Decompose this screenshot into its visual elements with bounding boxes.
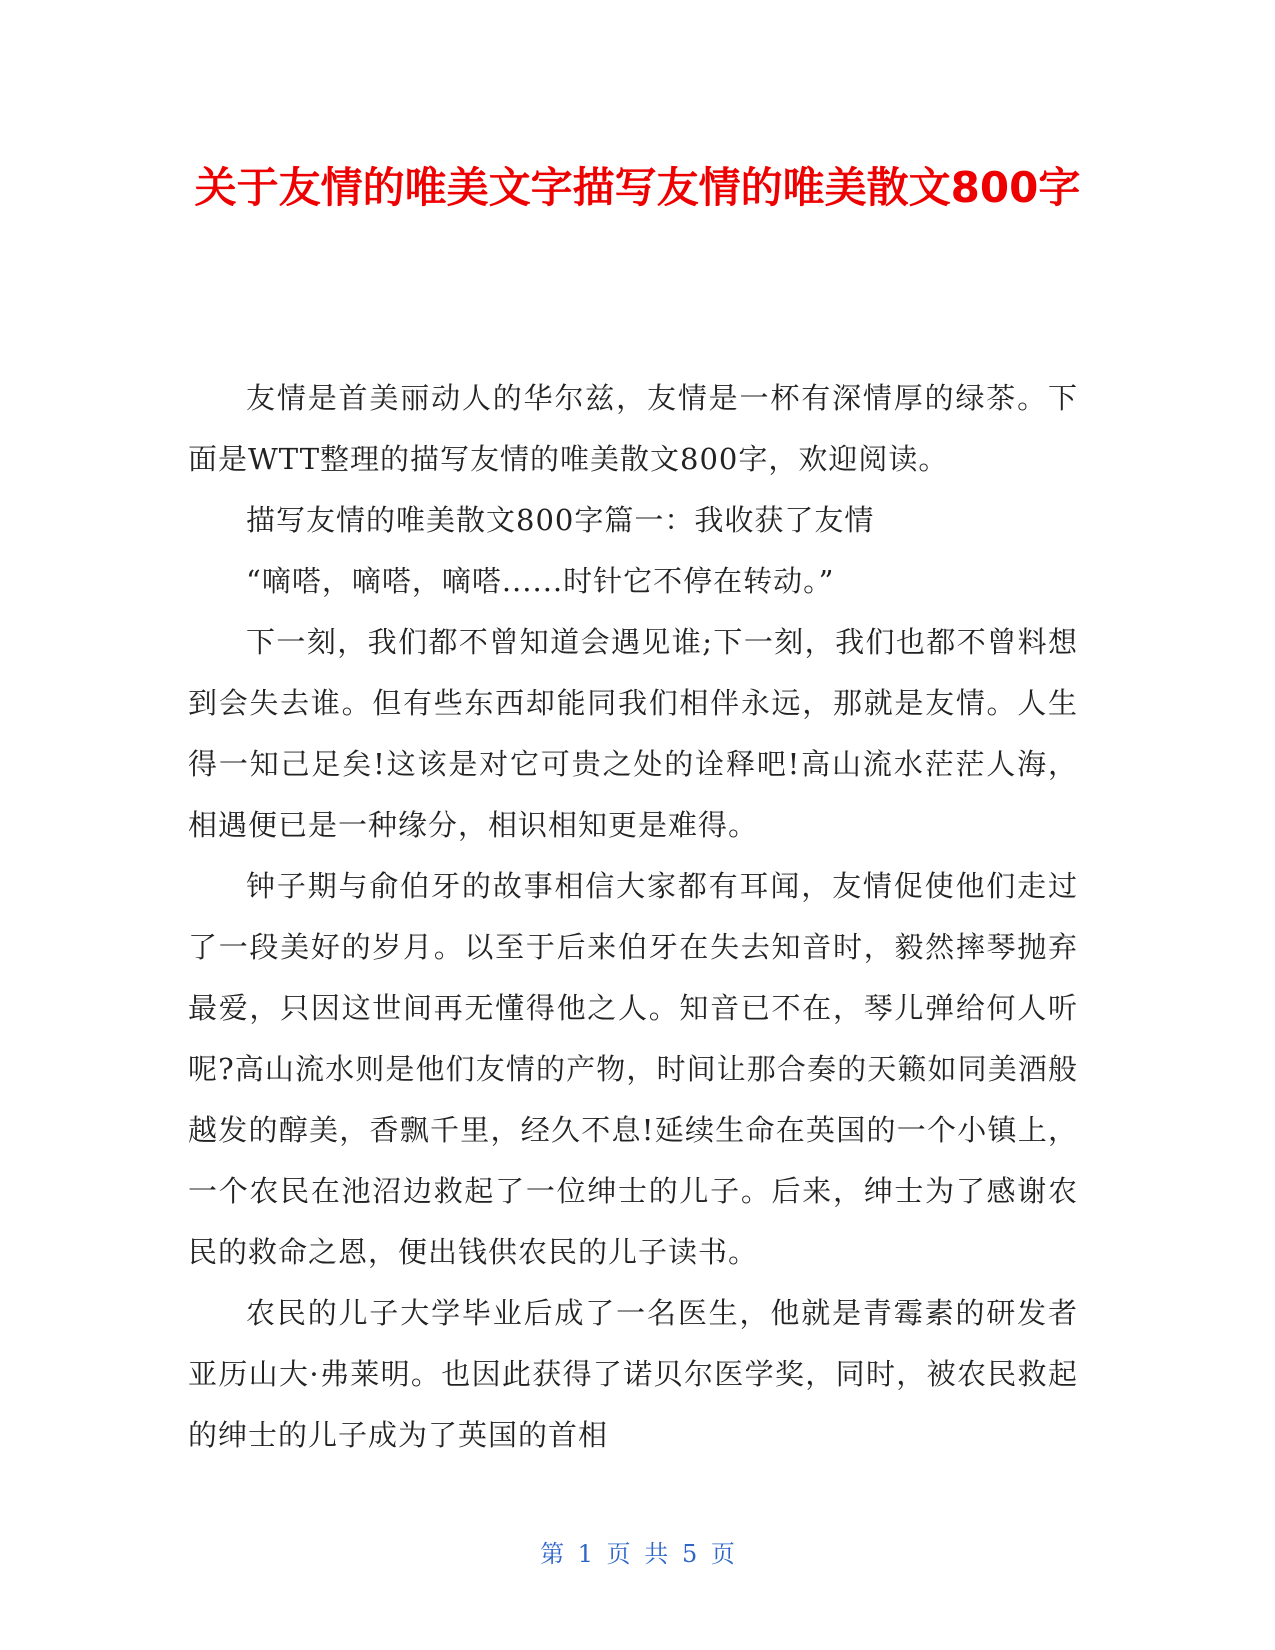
paragraph-body: 钟子期与俞伯牙的故事相信大家都有耳闻，友情促使他们走过了一段美好的岁月。以至于后来伯牙在失去知音时，毅然摔琴抛弃最爱，只因这世间再无懂得他之人。知音已不在，琴儿弹给何人听呢?高山流水则是他们友情的产物，时间让那合奏的天籁如同美酒般越发的醇美，香飘千里，经久不息!延续生命在英国的一个小镇上，一个农民在池沼边救起了一位绅士的儿子。后来，绅士为了感谢农民的救命之恩，便出钱供农民的儿子读书。 [188, 869, 1078, 1269]
document-title: 关于友情的唯美文字描写友情的唯美散文800字 [194, 163, 1081, 212]
paragraph-quote: “嘀嗒，嘀嗒，嘀嗒......时针它不停在转动。” [246, 564, 835, 598]
paragraph-intro: 友情是首美丽动人的华尔兹，友情是一杯有深情厚的绿茶。下面是WTT整理的描写友情的唯美散文800字，欢迎阅读。 [188, 381, 1078, 476]
page-number-footer: 第 1 页 共 5 页 [540, 1540, 735, 1568]
paragraph-body: 农民的儿子大学毕业后成了一名医生，他就是青霉素的研发者亚历山大·弗莱明。也因此获得了诺贝尔医学奖，同时，被农民救起的绅士的儿子成为了英国的首相 [188, 1296, 1078, 1452]
paragraph-section-heading: 描写友情的唯美散文800字篇一：我收获了友情 [246, 503, 875, 537]
document-body [188, 368, 1078, 1466]
paragraph-body: 下一刻，我们都不曾知道会遇见谁;下一刻，我们也都不曾料想到会失去谁。但有些东西却能同我们相伴永远，那就是友情。人生得一知己足矣!这该是对它可贵之处的诠释吧!高山流水茫茫人海，相遇便已是一种缘分，相识相知更是难得。 [188, 625, 1078, 842]
